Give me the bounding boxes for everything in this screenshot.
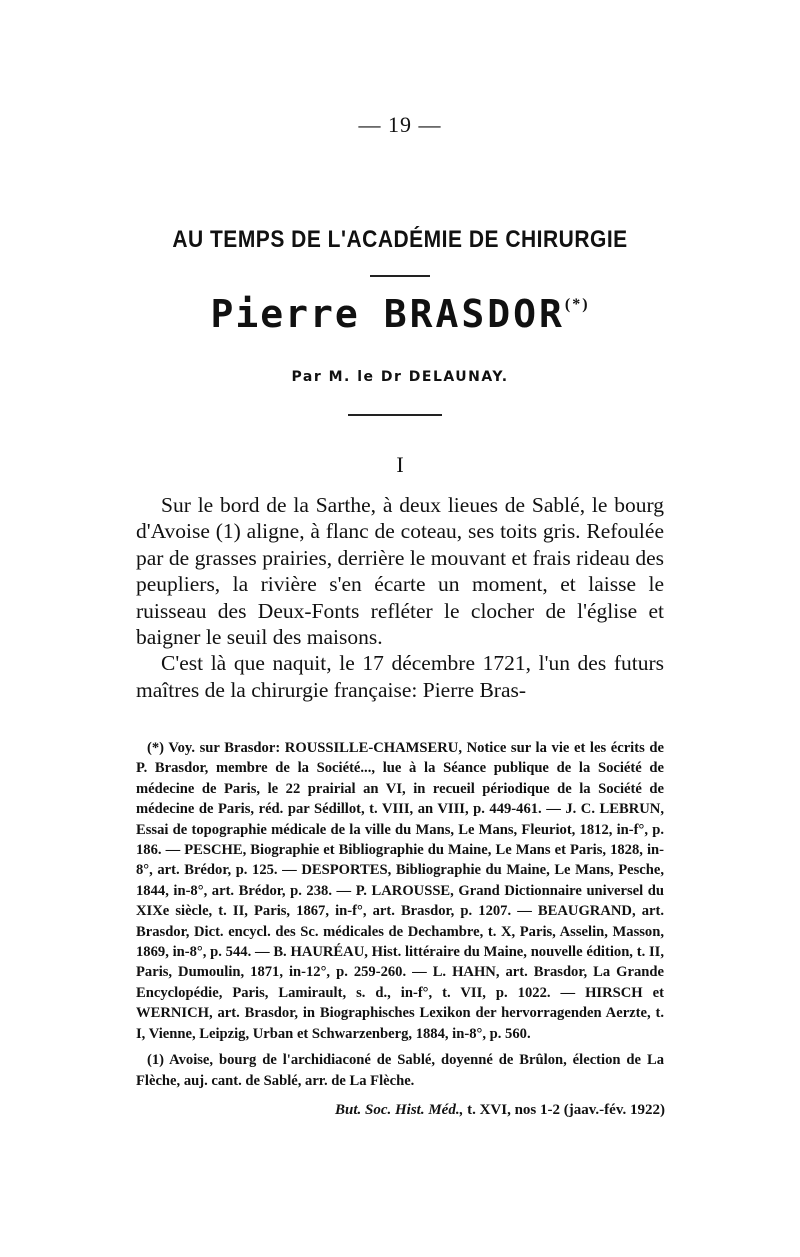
footnote-marker: (*) — [564, 296, 590, 313]
author-byline: Par M. le Dr DELAUNAY. — [291, 369, 509, 385]
footnotes — [136, 738, 664, 1091]
page-number: — 19 — — [358, 112, 442, 137]
article-title — [0, 292, 800, 336]
body-text — [136, 492, 664, 703]
paragraph: C'est là que naquit, le 17 décembre 1721, l'un des futurs maîtres de la chirurgie française: Pierre Bras- — [136, 651, 664, 702]
divider-rule-2 — [348, 414, 442, 416]
journal-reference — [0, 1102, 665, 1119]
title-last-name: BRASDOR — [383, 292, 565, 336]
journal-source: But. Soc. Hist. Méd., — [334, 1102, 464, 1118]
paragraph: Sur le bord de la Sarthe, à deux lieues de Sablé, le bourg d'Avoise (1) aligne, à flanc de coteau, ses toits gris. Refoulée par de grasses prairies, derrière le mouvant et frais rideau des peupliers, la rivière s'en écarte un moment, et laisse le ruisseau des Deux-Fonts refléter le clocher de l'église et baigner le seuil des maisons. — [136, 493, 664, 650]
footnote: (*) Voy. sur Brasdor: ROUSSILLE-CHAMSERU, Notice sur la vie et les écrits de P. Brasdor, membre de la Société..., lue à la Séance publique de la Société de médecine de Paris, le 22 prairial an VI, in recueil périodique de la Société de médecine de Paris, réd. par Sédillot, t. VIII, an VIII, p. 449-461. — J. C. LEBRUN, Essai de topographie médicale de la ville du Mans, Le Mans, Fleuriot, 1812, in-f°, p. 186. — PESCHE, Biographie et Bibliographie du Maine, Le Mans et Paris, 1828, in-8°, art. Brédor, p. 125. — DESPORTES, Bibliographie du Maine, Le Mans, Pesche, 1844, in-8°, art. Brédor, p. 238. — P. LAROUSSE, Grand Dictionnaire universel du XIXe siècle, t. II, Paris, 1867, in-f°, art. Brasdor, p. 1207. — BEAUGRAND, art. Brasdor, Dict. encycl. des Sc. médicales de Dechambre, t. X, Paris, Asselin, Masson, 1869, in-8°, p. 544. — B. HAURÉAU, Hist. littéraire du Maine, nouvelle édition, t. II, Paris, Dumoulin, 1871, in-12°, p. 259-260. — L. HAHN, art. Brasdor, La Grande Encyclopédie, Paris, Lamirault, s. d., in-f°, t. VII, p. 1022. — HIRSCH et WERNICH, art. Brasdor, in Biographisches Lexikon der hervorragenden Aerzte, t. I, Vienne, Leipzig, Urban et Schwarzenberg, 1884, in-8°, p. 560. — [136, 740, 664, 1042]
journal-details: t. XVI, nos 1-2 (jaav.-fév. 1922) — [467, 1102, 665, 1118]
footnote: (1) Avoise, bourg de l'archidiaconé de Sablé, doyenné de Brûlon, élection de La Flèche, auj. cant. de Sablé, arr. de La Flèche. — [136, 1052, 664, 1089]
title-first-name: Pierre — [210, 292, 360, 336]
section-number: I — [396, 452, 404, 477]
divider-rule — [370, 275, 430, 277]
running-header: AU TEMPS DE L'ACADÉMIE DE CHIRURGIE — [172, 226, 628, 253]
